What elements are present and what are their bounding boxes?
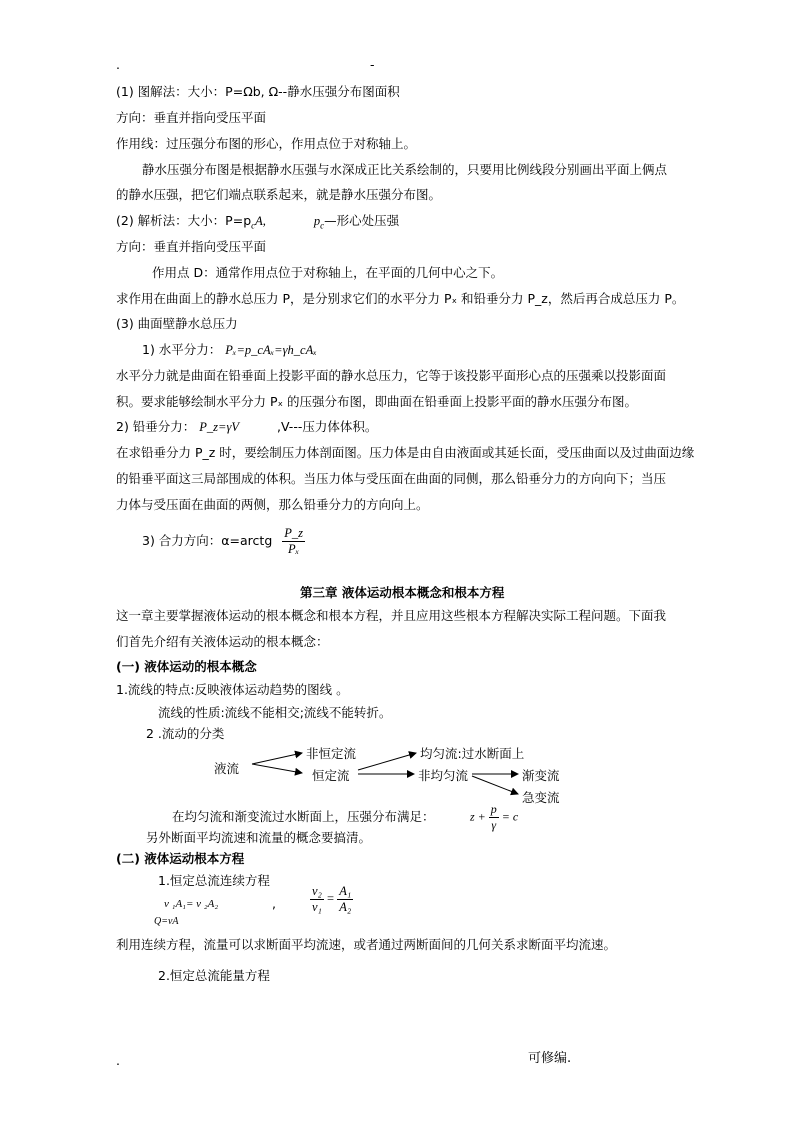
line-curved-surface: 求作用在曲面上的静水总压力 P，是分别求它们的水平分力 Pₓ 和铅垂分力 P_z，然后再合成总压力 P。 (116, 291, 685, 306)
line-vertical-desc-1: 在求铅垂分力 P_z 时，要绘制压力体剖面图。压力体是由自由液面或其延长面，受压曲面以及过曲面边缘 (116, 445, 695, 460)
vertical-desc: ,V---压力体体积。 (277, 419, 378, 434)
diagram-steady: 恒定流 (312, 768, 350, 783)
continuity-eq: v ₁A₁= v ₂A₂ (164, 898, 219, 910)
analytic-pc-desc: —形心处压强 (324, 213, 400, 228)
line-vertical-desc-2: 的铅垂平面这三局部围成的体积。当压力体与受压面在曲面的同侧，那么铅垂分力的方向向下；当压 (116, 471, 667, 486)
diagram-unsteady: 非恒定流 (306, 746, 357, 761)
velocity-num: v₂ (312, 884, 322, 898)
footer-editable: 可修编. (528, 1051, 572, 1066)
chapter-intro-2: 们首先介绍有关液体运动的根本概念： (116, 634, 329, 649)
footer-dot: . (116, 1053, 120, 1068)
pressure-formula (470, 802, 518, 833)
vertical-formula: P_z=γV (199, 420, 240, 434)
ratio-equals: = (327, 891, 335, 906)
continuity-usage: 利用连续方程，流量可以求断面平均流速，或者通过两断面间的几何关系求断面平均流速。 (116, 937, 617, 952)
section-basic-equations: (二) 液体运动根本方程 (116, 851, 245, 866)
header-dot-left: . (116, 57, 120, 72)
pressure-num: p (490, 802, 497, 816)
line-direction-2: 方向：垂直并指向受压平面 (116, 239, 267, 254)
pressure-distribution: 在均匀流和渐变流过水断面上，压强分布满足： (172, 809, 435, 824)
streamline-properties: 流线的性质:流线不能相交;流线不能转折。 (158, 705, 392, 720)
analytic-pc: p (313, 214, 321, 228)
resultant-num: P_z (284, 526, 303, 540)
diagram-root: 液流 (214, 761, 240, 776)
continuity-comma: , (272, 896, 276, 911)
continuity-flow: Q=vA (154, 916, 179, 927)
diagram-gradual: 渐变流 (522, 768, 560, 783)
line-action-line: 作用线：过压强分布图的形心，作用点位于对称轴上。 (116, 136, 417, 151)
diagram-nonuniform: 非均匀流 (418, 768, 469, 783)
area-den: A₂ (339, 900, 352, 914)
arrow-nonuniform-rapid (472, 776, 518, 794)
area-ratio (337, 884, 353, 915)
line-distribution-2: 的静水压强，把它们端点联系起来，就是静水压强分布图。 (116, 187, 442, 202)
flow-classification: 2 .流动的分类 (146, 726, 225, 741)
pressure-den: γ (491, 818, 497, 832)
line-direction-1: 方向：垂直并指向受压平面 (116, 110, 267, 125)
chapter-intro-1: 这一章主要掌握液体运动的根本概念和根本方程，并且应用这些根本方程解决实际工程问题。下面我 (116, 608, 667, 623)
line-graphic-method: (1) 图解法：大小：P=Ωb, Ω--静水压强分布图面积 (116, 84, 400, 99)
pressure-fraction (489, 802, 499, 833)
energy-title: 2.恒定总流能量方程 (158, 968, 270, 983)
header-dot-mid: - (370, 57, 375, 72)
continuity-title: 1.恒定总流连续方程 (158, 873, 270, 888)
streamline-features: 1.流线的特点:反映液体运动趋势的图线 。 (116, 682, 349, 697)
arrow-steady-uniform (358, 753, 416, 770)
arrow-root-steady (252, 764, 302, 773)
line-section-3: (3) 曲面壁静水总压力 (116, 316, 238, 331)
arrow-root-unsteady (252, 753, 302, 764)
horizontal-formula: Pₓ=p_cAₓ=γh_cAₓ (225, 343, 317, 357)
line-vertical-desc-3: 力体与受压面在曲面的两侧，那么铅垂分力的方向向上。 (116, 497, 429, 512)
velocity-ratio (310, 884, 324, 915)
diagram-uniform: 均匀流:过水断面上 (420, 746, 525, 761)
diagram-rapid: 急变流 (522, 790, 560, 805)
line-action-point: 作用点 D：通常作用点位于对称轴上，在平面的几何中心之下。 (152, 265, 504, 280)
mean-velocity-note: 另外断面平均流速和流量的概念要搞清。 (146, 830, 372, 845)
horizontal-label: 1) 水平分力： (142, 342, 222, 357)
area-num: A₁ (339, 884, 352, 898)
chapter-title: 第三章 液体运动根本概念和根本方程 (300, 585, 505, 600)
line-horizontal-desc-1: 水平分力就是曲面在铅垂面上投影平面的静水总压力，它等于该投影平面形心点的压强乘以投影面面 (116, 368, 667, 383)
resultant-label: 3) 合力方向：α=arctg (142, 533, 273, 548)
section-basic-concepts: (一) 液体运动的根本概念 (116, 659, 257, 674)
line-distribution-1: 静水压强分布图是根据静水压强与水深成正比关系绘制的，只要用比例线段分别画出平面上俩点 (142, 162, 668, 177)
continuity-ratio (310, 884, 353, 915)
line-analytic-method: (2) 解析法：大小：$P=p_cA$, $p_c—$形心处压强 (116, 213, 400, 231)
resultant-den: Pₓ (288, 542, 300, 556)
analytic-area: A, (255, 214, 266, 228)
line-horizontal-desc-2: 积。要求能够绘制水平分力 Pₓ 的压强分布图，即曲面在铅垂面上投影平面的静水压强分布图。 (116, 394, 638, 409)
pressure-formula-left: z + (470, 809, 486, 824)
vertical-label: 2) 铅垂分力： (116, 419, 196, 434)
velocity-den: v₁ (312, 900, 322, 914)
pressure-formula-right: = c (501, 809, 519, 824)
analytic-text: (2) 解析法：大小：P=p (116, 213, 252, 228)
